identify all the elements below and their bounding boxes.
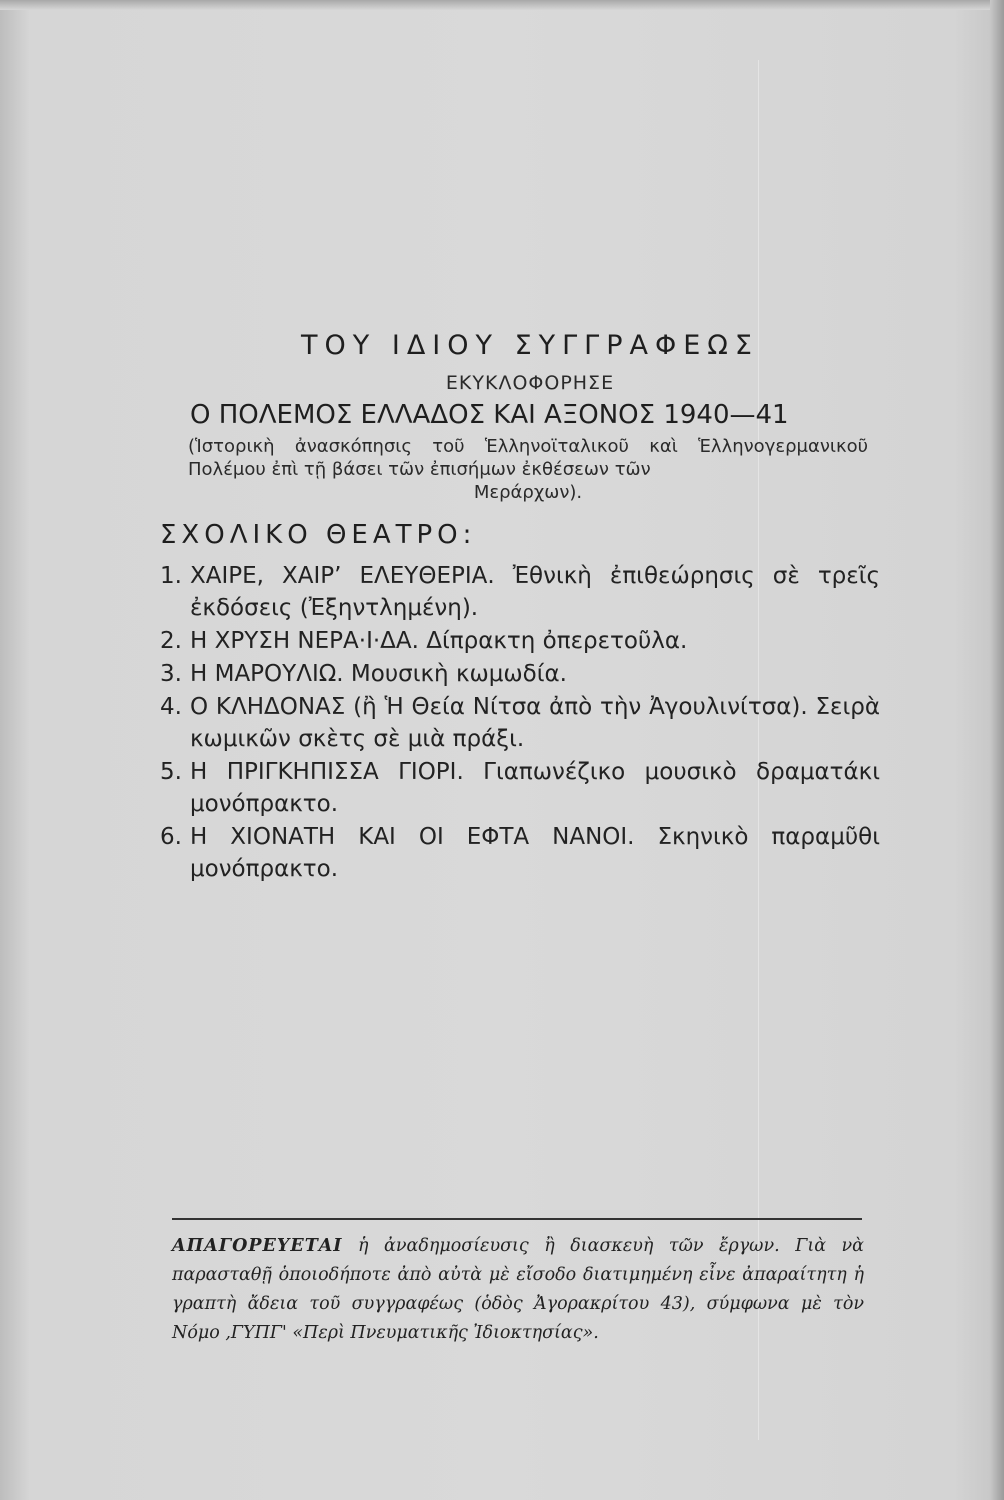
book-description-main: (Ἱστορικὴ ἀνασκόπησις τοῦ Ἑλληνοϊταλικοῦ καὶ Ἑλληνογερμανικοῦ Πολέμου ἐπὶ τῇ βάσει τῶν ἐπισήμων ἐκθέσεων τῶν [188, 436, 868, 480]
list-item-number: 4. [160, 694, 182, 720]
list-item-number: 1. [160, 563, 182, 589]
list-item-number: 2. [160, 628, 182, 654]
list-item [160, 821, 880, 885]
page-top-edge [0, 0, 1004, 10]
list-item-text: Η ΠΡΙΓΚΗΠΙΣΣΑ ΓΙΟΡΙ. Γιαπωνέζικο μουσικὸ δραματάκι μονόπρακτο. [190, 759, 880, 817]
works-list [160, 560, 880, 886]
page-heading: ΤΟΥ ΙΔΙΟΥ ΣΥΓΓΡΑΦΕΩΣ [301, 330, 759, 361]
book-description-end: Μεράρχων). [473, 482, 583, 503]
copyright-notice [172, 1232, 864, 1348]
book-title: Ο ΠΟΛΕΜΟΣ ΕΛΛΑΔΟΣ ΚΑΙ ΑΞΟΝΟΣ 1940—41 [190, 400, 789, 430]
divider [172, 1218, 862, 1220]
page-right-edge [990, 0, 1004, 1500]
list-item-number: 6. [160, 824, 182, 850]
list-item [160, 560, 880, 624]
list-item-text: ΧΑΙΡΕ, ΧΑΙΡ’ ΕΛΕΥΘΕΡΙΑ. Ἐθνικὴ ἐπιθεώρησις σὲ τρεῖς ἐκδόσεις (Ἐξηντλημένη). [190, 563, 880, 621]
list-item [160, 756, 880, 820]
page-subheading: ΕΚΥΚΛΟΦΟΡΗΣΕ [445, 372, 615, 394]
list-item [160, 658, 880, 690]
list-item-text: Ο ΚΛΗΔΟΝΑΣ (ἢ Ἡ Θεία Νίτσα ἀπὸ τὴν Ἀγουλινίτσα). Σειρὰ κωμικῶν σκὲτς σὲ μιὰ πράξι. [190, 694, 880, 752]
list-item [160, 625, 880, 657]
section-title: ΣΧΟΛΙΚΟ ΘΕΑΤΡΟ: [160, 520, 477, 550]
list-item-text: Η ΜΑΡΟΥΛΙΩ. Μουσικὴ κωμωδία. [190, 661, 567, 687]
notice-lead: ΑΠΑΓΟΡΕΥΕΤΑΙ [172, 1236, 343, 1256]
list-item-text: Η ΧΡΥΣΗ ΝΕΡΑ·Ι·ΔΑ. Δίπρακτη ὀπερετοῦλα. [190, 628, 688, 654]
list-item-number: 5. [160, 759, 182, 785]
book-description [188, 435, 868, 504]
list-item [160, 691, 880, 755]
list-item-text: Η ΧΙΟΝΑΤΗ ΚΑΙ ΟΙ ΕΦΤΑ ΝΑΝΟΙ. Σκηνικὸ παραμῦθι μονόπρακτο. [190, 824, 880, 882]
list-item-number: 3. [160, 661, 182, 687]
notice-body: ἡ ἀναδημοσίευσις ἢ διασκευὴ τῶν ἔργων. Γιὰ νὰ παρασταθῇ ὁποιοδήποτε ἀπὸ αὐτὰ μὲ εἴσοδο διατιμημένη εἶνε ἀπαραίτητη ἡ γραπτὴ ἄδεια τοῦ συγγραφέως (ὁδὸς Ἀγορακρίτου 43), σύμφωνα μὲ τὸν Νόμο ,ΓΥΠΓ' «Περὶ Πνευματικῆς Ἰδιοκτησίας». [172, 1236, 864, 1343]
